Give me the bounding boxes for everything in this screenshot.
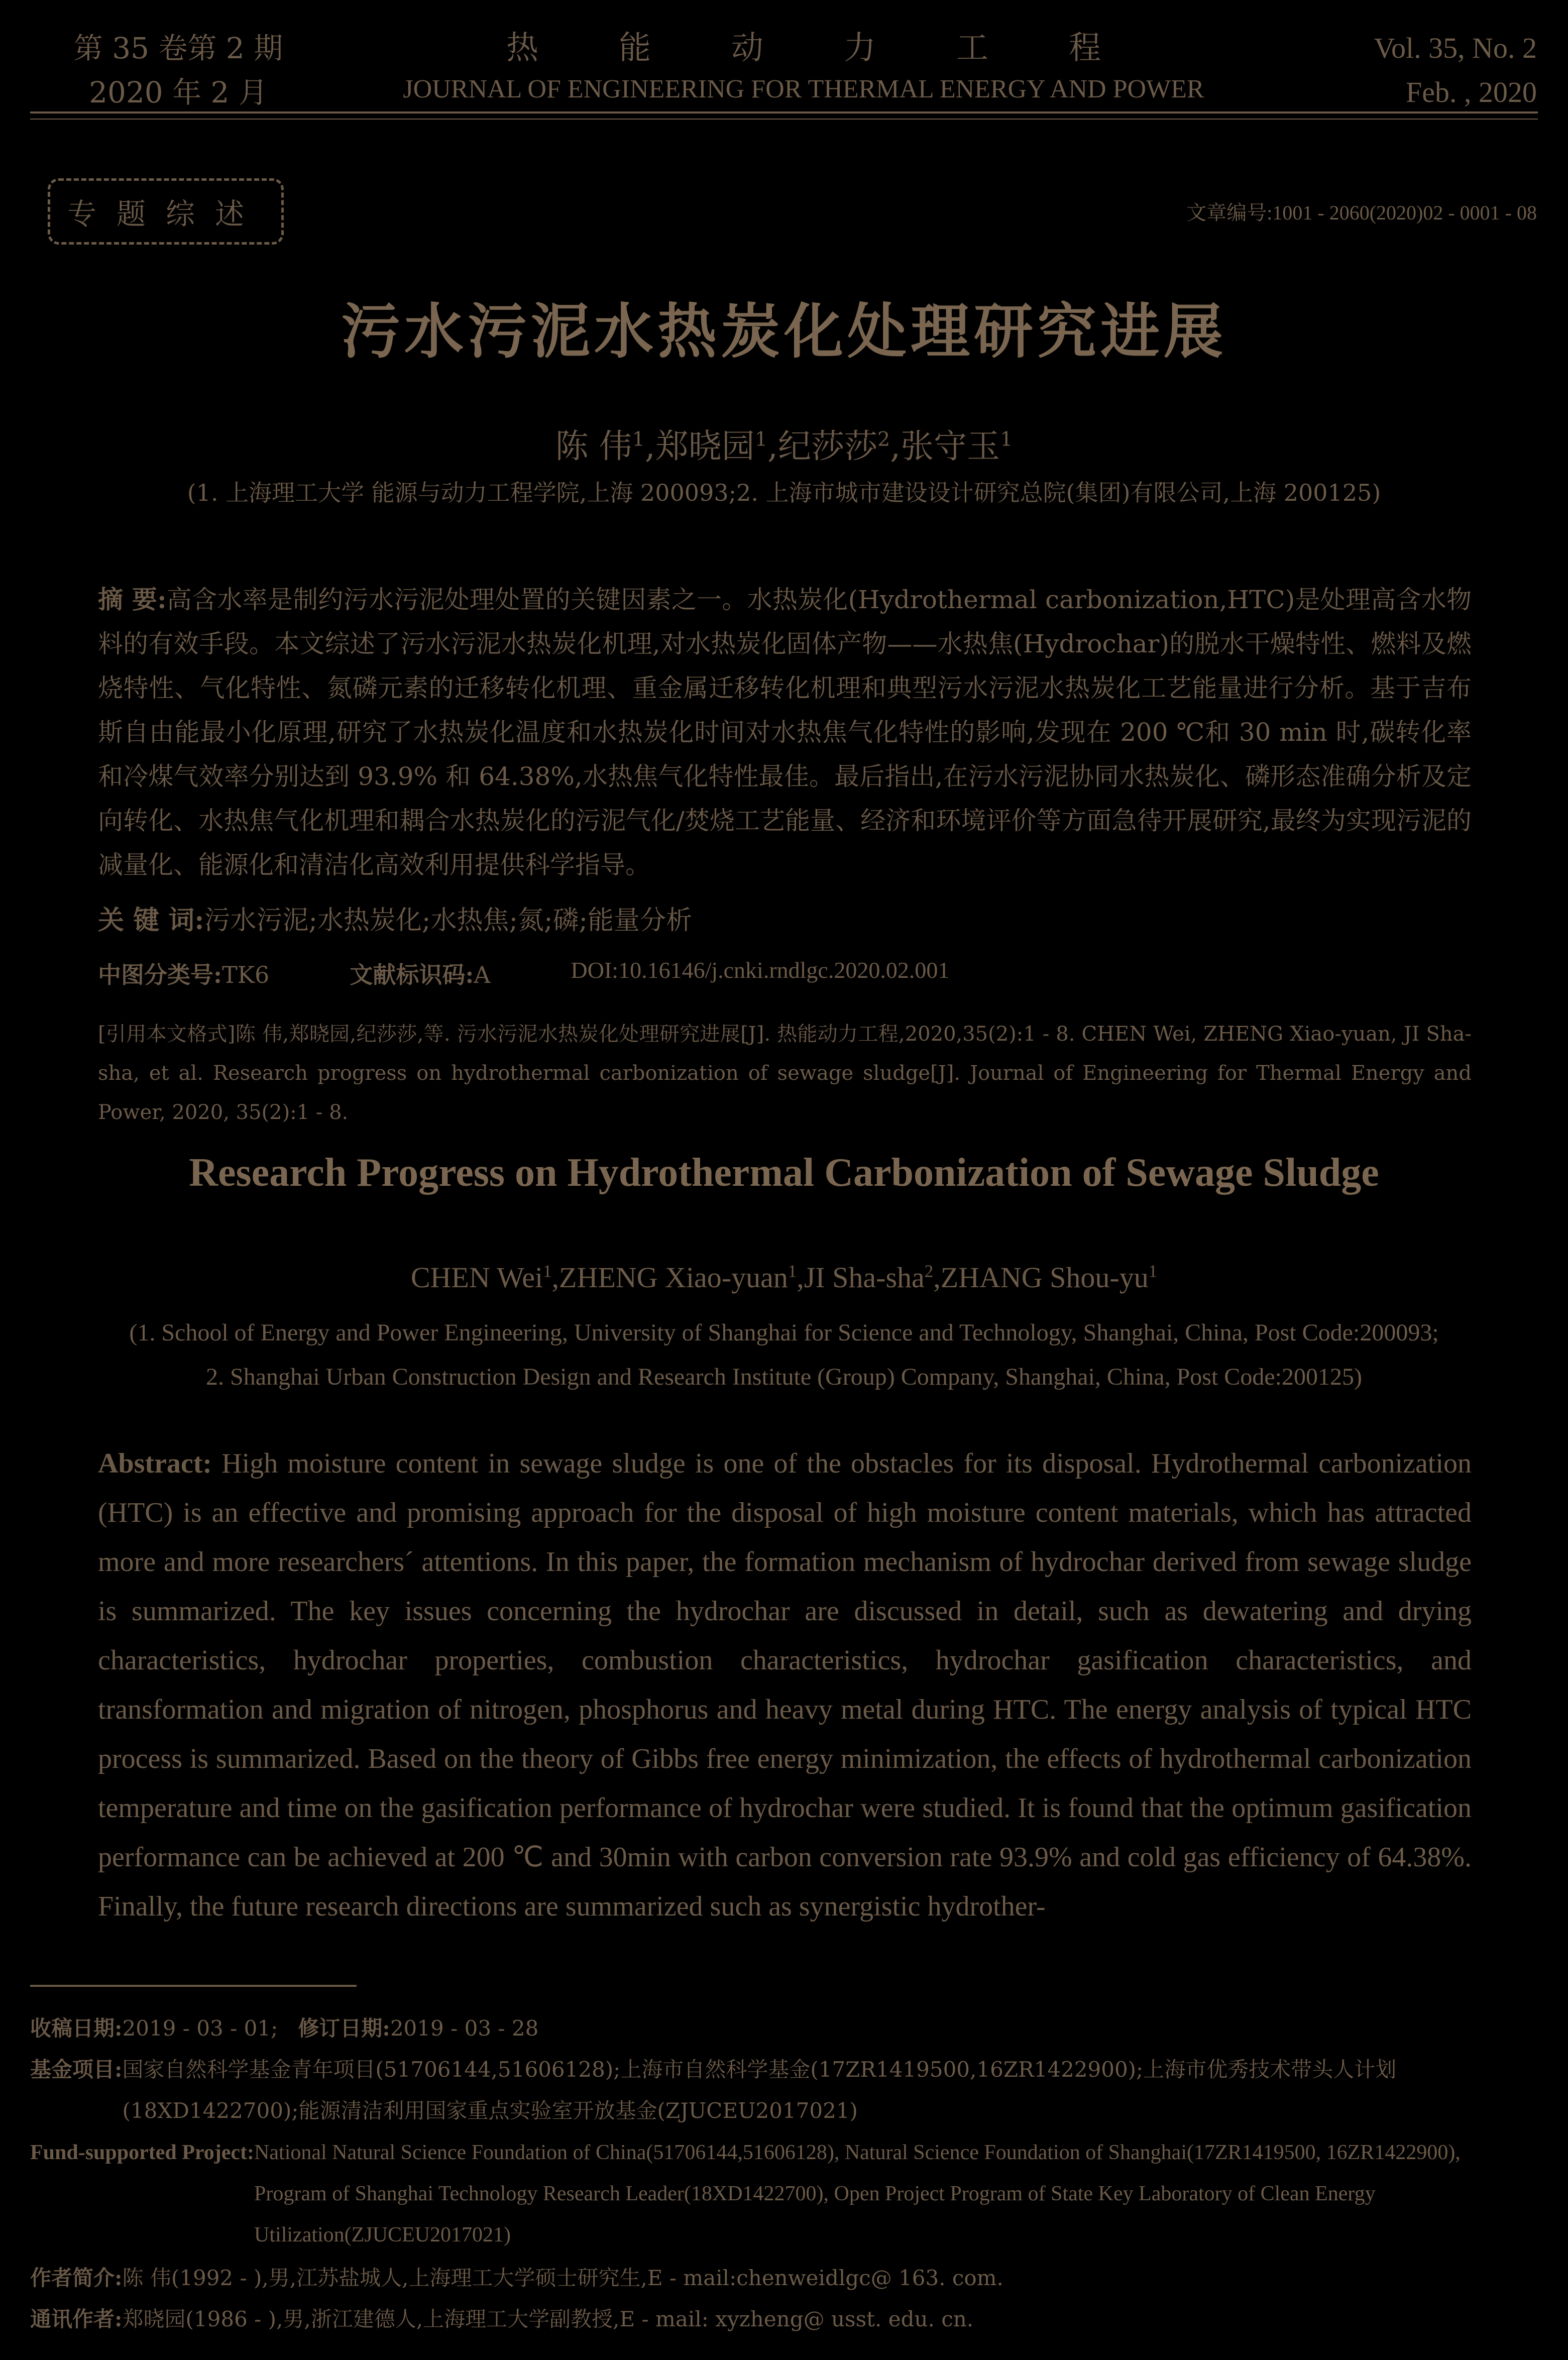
abstract-cn — [98, 578, 1472, 887]
received-label: 收稿日期: — [30, 2016, 123, 2041]
journal-name — [352, 26, 1256, 108]
article-number: 文章编号:1001 - 2060(2020)02 - 0001 - 08 — [1186, 201, 1537, 224]
affiliations-en — [20, 1311, 1548, 1399]
author-affil-mark: 1 — [632, 428, 645, 451]
title-cn: 污水污泥水热炭化处理研究进展 — [341, 296, 1227, 366]
author-sep: , — [767, 427, 778, 466]
affiliation-en-2: 2. Shanghai Urban Construction Design and Research Institute (Group) Company, Shanghai, China, Post Code:200125) — [206, 1364, 1362, 1390]
date-cn: 2020 年 2 月 — [89, 75, 268, 109]
keywords-cn-label: 关 键 词: — [98, 905, 204, 936]
authors-cn — [0, 419, 1568, 467]
fund-en-label: Fund-supported Project: — [30, 2141, 255, 2164]
citation — [98, 1015, 1472, 1132]
revised-date: 2019 - 03 - 28 — [390, 2016, 539, 2041]
author-name: 陈 伟 — [555, 427, 632, 466]
journal-name-en: JOURNAL OF ENGINEERING FOR THERMAL ENERGY AND POWER — [403, 75, 1204, 103]
revised-label: 修订日期: — [298, 2016, 390, 2041]
author-sep: , — [890, 427, 901, 466]
volume-cn: 第 35 卷第 2 期 — [73, 31, 283, 65]
clc-value: TK6 — [221, 961, 270, 988]
abstract-cn-label: 摘 要: — [98, 585, 167, 614]
footnote-fund-en — [30, 2132, 1538, 2256]
author-name: ZHANG Shou-yu — [940, 1261, 1149, 1294]
keywords-cn — [98, 899, 1472, 937]
author-bio-text: 陈 伟(1992 - ),男,江苏盐城人,上海理工大学硕士研究生,E - mail:chenweidlgc@ 163. com. — [122, 2266, 1003, 2290]
author-affil-mark: 1 — [788, 1261, 797, 1281]
doi-value: 10.16146/j.cnki.rndlgc.2020.02.001 — [618, 957, 950, 983]
citation-label: [引用本文格式] — [98, 1023, 236, 1046]
author-name: 张守玉 — [901, 427, 1000, 466]
author-bio-label: 作者简介: — [30, 2266, 123, 2290]
author-affil-mark: 1 — [543, 1261, 552, 1281]
journal-issue-en — [1276, 26, 1537, 115]
journal-issue-cn — [60, 26, 296, 115]
clc-label: 中图分类号: — [98, 961, 222, 988]
footnote-rule — [30, 1985, 357, 1987]
doc-value: A — [474, 961, 491, 988]
abstract-cn-text: 高含水率是制约污水污泥处理处置的关键因素之一。水热炭化(Hydrothermal carbonization,HTC)是处理高含水物料的有效手段。本文综述了污水污泥水热炭化机理,对水热炭化固体产物——水热焦(Hydrochar)的脱水干燥特性、燃料及燃烧特性、气化特性、氮磷元素的迁移转化机理、重金属迁移转化机理和典型污水污泥水热炭化工艺能量进行分析。基于吉布斯自由能最小化原理,研究了水热炭化温度和水热炭化时间对水热焦气化特性的影响,发现在 200 ℃和 30 min 时,碳转化率和冷煤气效率分别达到 93.9% 和 64.38%,水热焦气化特性最佳。最后指出,在污水污泥协同水热炭化、磷形态准确分析及定向转化、水热焦气化机理和耦合水热炭化的污泥气化/焚烧工艺能量、经济和环境评价等方面急待开展研究,最终为实现污泥的减量化、能源化和清洁化高效利用提供科学指导。 — [98, 585, 1472, 879]
footnote-author — [30, 2258, 1538, 2299]
fund-cn-label: 基金项目: — [30, 2057, 123, 2082]
citation-text: 陈 伟,郑晓园,纪莎莎,等. 污水污泥水热炭化处理研究进展[J]. 热能动力工程,2020,35(2):1 - 8. CHEN Wei, ZHENG Xiao-yuan, JI Sha-sha, et al. Research progress on hydrothermal carbonization of sewage sludge[J]. Journal of Engineering for Thermal Energy and Power, 2020, 35(2):1 - 8. — [98, 1023, 1472, 1124]
clc-code — [98, 957, 269, 990]
classification — [98, 957, 1472, 990]
title-en: Research Progress on Hydrothermal Carbonization of Sewage Sludge — [189, 1151, 1379, 1195]
corresponding-label: 通讯作者: — [30, 2307, 123, 2331]
author-name: JI Sha-sha — [804, 1261, 925, 1294]
received-date: 2019 - 03 - 01; — [122, 2016, 278, 2041]
author-sep: , — [797, 1261, 804, 1294]
keywords-cn-text: 污水污泥;水热炭化;水热焦;氮;磷;能量分析 — [204, 906, 693, 936]
doc-label: 文献标识码: — [350, 961, 474, 988]
footnote-dates — [30, 2008, 1538, 2049]
author-affil-mark: 1 — [1000, 428, 1013, 451]
header-rule-thin — [30, 119, 1538, 120]
abstract-en-label: Abstract: — [98, 1448, 212, 1479]
author-affil-mark: 1 — [1148, 1261, 1158, 1281]
footnote-fund-cn — [30, 2049, 1538, 2131]
author-name: 郑晓园 — [655, 427, 755, 466]
authors-en — [0, 1261, 1568, 1294]
doi-label: DOI: — [571, 957, 619, 983]
author-affil-mark: 2 — [924, 1261, 934, 1281]
author-name: 纪莎莎 — [777, 427, 877, 466]
header-rule — [30, 111, 1538, 114]
abstract-en — [98, 1439, 1472, 1931]
author-name: ZHENG Xiao-yuan — [559, 1261, 788, 1294]
author-sep: , — [551, 1261, 559, 1294]
author-name: CHEN Wei — [410, 1261, 543, 1294]
doc-code — [350, 957, 490, 990]
affiliation-en-1: (1. School of Energy and Power Engineering, University of Shanghai for Science and Technology, Shanghai, China, Post Code:200093; — [129, 1319, 1439, 1346]
author-affil-mark: 1 — [754, 428, 767, 451]
author-sep: , — [933, 1261, 941, 1294]
footnote-corresponding — [30, 2299, 1538, 2340]
author-affil-mark: 2 — [877, 428, 890, 451]
fund-en-text: National Natural Science Foundation of China(51706144,51606128), Natural Science Foundation of Shanghai(17ZR1419500, 16ZR1422900), Program of Shanghai Technology Research Leader(18XD1422700), Open Project Program of State Key Laboratory of Clean Energy Utilization(ZJUCEU2017021) — [254, 2141, 1461, 2246]
column-badge: 专题综述 — [48, 178, 284, 245]
doi — [571, 957, 950, 990]
corresponding-text: 郑晓园(1986 - ),男,浙江建德人,上海理工大学副教授,E - mail: xyzheng@ usst. edu. cn. — [122, 2307, 974, 2331]
volume-en: Vol. 35, No. 2 — [1374, 32, 1537, 64]
journal-name-cn: 热能动力工程 — [506, 30, 1181, 67]
fund-cn-text: 国家自然科学基金青年项目(51706144,51606128);上海市自然科学基金(17ZR1419500,16ZR1422900);上海市优秀技术带头人计划(18XD1422700);能源清洁利用国家重点实验室开放基金(ZJUCEU2017021) — [122, 2057, 1397, 2123]
abstract-en-text: High moisture content in sewage sludge is one of the obstacles for its disposal. Hydrothermal carbonization (HTC) is an effective and promising approach for the disposal of high moisture content materials, which has attracted more and more researchers´ attentions. In this paper, the formation mechanism of hydrochar derived from sewage sludge is summarized. The key issues concerning the hydrochar are discussed in detail, such as dewatering and drying characteristics, hydrochar properties, combustion characteristics, hydrochar gasification characteristics, and transformation and migration of nitrogen, phosphorus and heavy metal during HTC. The energy analysis of typical HTC process is summarized. Based on the theory of Gibbs free energy minimization, the effects of hydrothermal carbonization temperature and time on the gasification performance of hydrochar were studied. It is found that the optimum gasification performance can be achieved at 200 ℃ and 30min with carbon conversion rate 93.9% and cold gas efficiency of 64.38%. Finally, the future research directions are summarized such as synergistic hydrother- — [98, 1448, 1472, 1922]
date-en: Feb. , 2020 — [1406, 76, 1537, 108]
author-sep: , — [644, 427, 655, 466]
affiliations-cn: (1. 上海理工大学 能源与动力工程学院,上海 200093;2. 上海市城市建设设计研究总院(集团)有限公司,上海 200125) — [187, 479, 1381, 506]
